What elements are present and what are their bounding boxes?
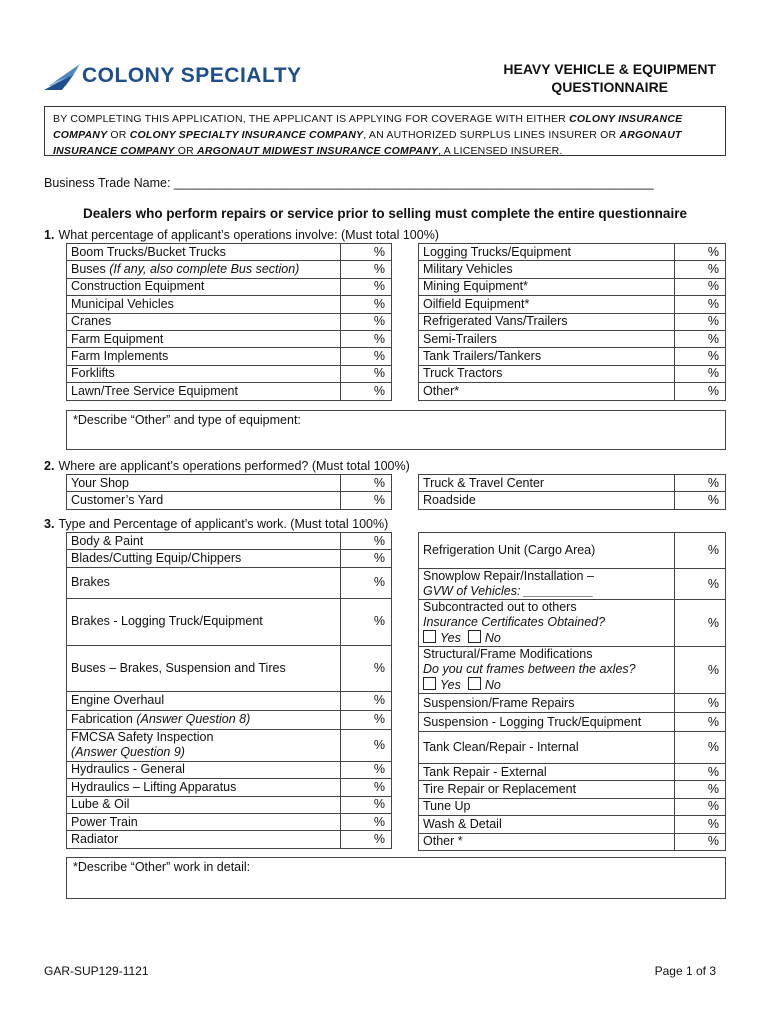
row-label: Lawn/Tree Service Equipment (67, 383, 341, 400)
table-row (419, 569, 726, 600)
table-row (419, 600, 726, 647)
table-row (67, 296, 392, 313)
question-text: What percentage of applicant’s operations involve: (Must total 100%) (58, 228, 439, 242)
table-row (419, 732, 726, 764)
percent-field[interactable]: % (341, 296, 392, 313)
title-line-2: QUESTIONNAIRE (551, 79, 669, 95)
row-label: Suspension/Frame Repairs (419, 694, 675, 713)
row-label: Boom Trucks/Bucket Trucks (67, 244, 341, 261)
question-text: Type and Percentage of applicant’s work. (Must total 100%) (58, 517, 389, 531)
table-row (419, 647, 726, 694)
table-row (67, 550, 392, 567)
question-3 (44, 517, 388, 531)
table-row (419, 833, 726, 850)
table-row (419, 383, 726, 400)
q2-left-table (66, 474, 392, 510)
question-1 (44, 228, 439, 242)
percent-field[interactable]: % (341, 492, 392, 509)
row-label: FMCSA Safety Inspection (Answer Question 9) (67, 729, 341, 761)
table-row (419, 244, 726, 261)
row-label: Snowplow Repair/Installation – GVW of Vehicles: __________ (419, 569, 675, 600)
row-label: Radiator (67, 831, 341, 848)
percent-field[interactable]: % (341, 244, 392, 261)
table-row (67, 475, 392, 492)
row-label: Forklifts (67, 365, 341, 382)
percent-field[interactable]: % (675, 475, 726, 492)
row-label: Tank Clean/Repair - Internal (419, 732, 675, 764)
percent-field[interactable]: % (675, 348, 726, 365)
title-line-1: HEAVY VEHICLE & EQUIPMENT (503, 61, 716, 77)
table-row (67, 244, 392, 261)
table-row (67, 383, 392, 400)
percent-field[interactable]: % (675, 798, 726, 815)
row-label: Buses – Brakes, Suspension and Tires (67, 645, 341, 691)
table-row (419, 475, 726, 492)
q3-other-description-box[interactable] (66, 857, 726, 899)
percent-field[interactable]: % (675, 261, 726, 278)
row-label: Customer’s Yard (67, 492, 341, 509)
table-row (419, 781, 726, 798)
table-row (419, 313, 726, 330)
percent-field[interactable]: % (341, 278, 392, 295)
company-name: ARGONAUT INSURANCE COMPANY (53, 129, 682, 157)
table-row (67, 691, 392, 710)
describe-label: *Describe “Other” and type of equipment: (73, 413, 301, 427)
row-label: Roadside (419, 492, 675, 509)
row-label: Hydraulics - General (67, 761, 341, 778)
percent-field[interactable]: % (675, 713, 726, 732)
question-number: 3. (44, 517, 55, 531)
row-label: Hydraulics – Lifting Apparatus (67, 779, 341, 796)
table-row (67, 813, 392, 830)
percent-field[interactable]: % (675, 278, 726, 295)
table-row (67, 567, 392, 598)
percent-field[interactable]: % (341, 475, 392, 492)
percent-field[interactable]: % (341, 330, 392, 347)
table-row (67, 365, 392, 382)
row-label: Body & Paint (67, 533, 341, 550)
page-number: Page 1 of 3 (654, 964, 716, 978)
coverage-disclaimer (44, 106, 726, 156)
percent-field[interactable]: % (675, 647, 726, 694)
percent-field[interactable]: % (675, 330, 726, 347)
no-checkbox[interactable] (468, 677, 481, 690)
table-row (67, 645, 392, 691)
row-label: Engine Overhaul (67, 691, 341, 710)
percent-field[interactable]: % (675, 600, 726, 647)
q3-right-table (418, 532, 726, 851)
row-label: Tank Repair - External (419, 764, 675, 781)
yes-checkbox[interactable] (423, 630, 436, 643)
table-row (67, 598, 392, 645)
table-row (67, 330, 392, 347)
percent-field[interactable]: % (341, 567, 392, 598)
percent-field[interactable]: % (341, 779, 392, 796)
row-label: Buses (If any, also complete Bus section) (67, 261, 341, 278)
row-label: Semi-Trailers (419, 330, 675, 347)
percent-field[interactable]: % (341, 831, 392, 848)
form-title (503, 60, 716, 96)
percent-field[interactable]: % (675, 569, 726, 600)
percent-field[interactable]: % (341, 383, 392, 400)
table-row (419, 365, 726, 382)
table-row (419, 492, 726, 509)
row-label: Mining Equipment* (419, 278, 675, 295)
question-number: 2. (44, 459, 55, 473)
table-row (67, 533, 392, 550)
row-label: Truck & Travel Center (419, 475, 675, 492)
row-label: Tune Up (419, 798, 675, 815)
percent-field[interactable]: % (341, 533, 392, 550)
row-label: Tire Repair or Replacement (419, 781, 675, 798)
no-label: No (484, 678, 501, 692)
table-row (67, 278, 392, 295)
disclaimer-text: , AN AUTHORIZED SURPLUS LINES INSURER OR (363, 129, 620, 141)
logo-text: COLONY SPECIALTY (82, 64, 302, 87)
row-label: Subcontracted out to others Insurance Certificates Obtained? Yes No (419, 600, 675, 647)
no-checkbox[interactable] (468, 630, 481, 643)
row-label: Other * (419, 833, 675, 850)
table-row (67, 796, 392, 813)
logo-mark-icon (44, 62, 82, 92)
table-row (67, 729, 392, 761)
table-row (419, 278, 726, 295)
table-row (67, 710, 392, 729)
percent-field[interactable]: % (341, 550, 392, 567)
table-row (67, 261, 392, 278)
table-row (67, 348, 392, 365)
percent-field[interactable]: % (341, 348, 392, 365)
percent-field[interactable]: % (675, 533, 726, 569)
company-logo (44, 62, 314, 92)
percent-field[interactable]: % (341, 710, 392, 729)
company-name: ARGONAUT MIDWEST INSURANCE COMPANY (197, 145, 439, 157)
row-label: Tank Trailers/Tankers (419, 348, 675, 365)
percent-field[interactable]: % (675, 492, 726, 509)
disclaimer-text: OR (107, 129, 130, 141)
yes-label: Yes (440, 631, 461, 645)
q3-left-table (66, 532, 392, 849)
business-trade-name-field[interactable] (44, 176, 654, 190)
row-label: Fabrication (Answer Question 8) (67, 710, 341, 729)
trade-name-blank[interactable]: _____________________________________________________________________ (173, 176, 654, 190)
disclaimer-text: OR (174, 145, 198, 157)
company-name: COLONY SPECIALTY INSURANCE COMPANY (129, 129, 364, 141)
row-label: Construction Equipment (67, 278, 341, 295)
row-label: Brakes - Logging Truck/Equipment (67, 598, 341, 645)
row-label: Logging Trucks/Equipment (419, 244, 675, 261)
table-row (67, 831, 392, 848)
row-label: Farm Implements (67, 348, 341, 365)
percent-field[interactable]: % (341, 691, 392, 710)
percent-field[interactable]: % (341, 598, 392, 645)
table-row (67, 313, 392, 330)
q1-right-table (418, 243, 726, 401)
percent-field[interactable]: % (341, 645, 392, 691)
yes-checkbox[interactable] (423, 677, 436, 690)
row-label: Military Vehicles (419, 261, 675, 278)
percent-field[interactable]: % (675, 732, 726, 764)
row-label: Farm Equipment (67, 330, 341, 347)
percent-field[interactable]: % (675, 833, 726, 850)
yes-label: Yes (440, 678, 461, 692)
company-name: COLONY INSURANCE COMPANY (53, 113, 683, 141)
percent-field[interactable]: % (675, 764, 726, 781)
row-label: Municipal Vehicles (67, 296, 341, 313)
table-row (419, 296, 726, 313)
row-label: Refrigerated Vans/Trailers (419, 313, 675, 330)
table-row (419, 798, 726, 815)
table-row (419, 816, 726, 833)
row-label: Suspension - Logging Truck/Equipment (419, 713, 675, 732)
table-row (67, 492, 392, 509)
percent-field[interactable]: % (341, 365, 392, 382)
percent-field[interactable]: % (341, 729, 392, 761)
row-label: Oilfield Equipment* (419, 296, 675, 313)
table-row (67, 761, 392, 778)
table-row (419, 694, 726, 713)
percent-field[interactable]: % (341, 813, 392, 830)
row-label: Lube & Oil (67, 796, 341, 813)
percent-field[interactable]: % (675, 244, 726, 261)
section-heading: Dealers who perform repairs or service prior to selling must complete the entire questionnaire (83, 206, 687, 221)
percent-field[interactable]: % (341, 313, 392, 330)
row-label: Cranes (67, 313, 341, 330)
form-id: GAR-SUP129-1121 (44, 964, 149, 978)
table-row (419, 764, 726, 781)
row-label: Other* (419, 383, 675, 400)
table-row (67, 779, 392, 796)
percent-field[interactable]: % (341, 261, 392, 278)
question-2 (44, 459, 410, 473)
row-label: Structural/Frame Modifications Do you cut frames between the axles? Yes No (419, 647, 675, 694)
row-label: Truck Tractors (419, 365, 675, 382)
disclaimer-text: , A LICENSED INSURER. (438, 145, 563, 157)
table-row (419, 533, 726, 569)
no-label: No (484, 631, 501, 645)
table-row (419, 348, 726, 365)
disclaimer-text: BY COMPLETING THIS APPLICATION, THE APPLICANT IS APPLYING FOR COVERAGE WITH EITHER (53, 113, 570, 125)
percent-field[interactable]: % (341, 761, 392, 778)
row-label: Refrigeration Unit (Cargo Area) (419, 533, 675, 569)
row-label: Power Train (67, 813, 341, 830)
row-label: Blades/Cutting Equip/Chippers (67, 550, 341, 567)
describe-label: *Describe “Other” work in detail: (73, 860, 251, 874)
percent-field[interactable]: % (341, 796, 392, 813)
question-number: 1. (44, 228, 55, 242)
question-text: Where are applicant’s operations performed? (Must total 100%) (58, 459, 410, 473)
percent-field[interactable]: % (675, 313, 726, 330)
percent-field[interactable]: % (675, 781, 726, 798)
percent-field[interactable]: % (675, 383, 726, 400)
percent-field[interactable]: % (675, 694, 726, 713)
percent-field[interactable]: % (675, 365, 726, 382)
percent-field[interactable]: % (675, 816, 726, 833)
trade-name-label: Business Trade Name: (44, 176, 171, 190)
q2-right-table (418, 474, 726, 510)
q1-left-table (66, 243, 392, 401)
row-label: Your Shop (67, 475, 341, 492)
table-row (419, 713, 726, 732)
row-label: Brakes (67, 567, 341, 598)
table-row (419, 261, 726, 278)
table-row (419, 330, 726, 347)
percent-field[interactable]: % (675, 296, 726, 313)
q1-other-description-box[interactable] (66, 410, 726, 450)
row-label: Wash & Detail (419, 816, 675, 833)
